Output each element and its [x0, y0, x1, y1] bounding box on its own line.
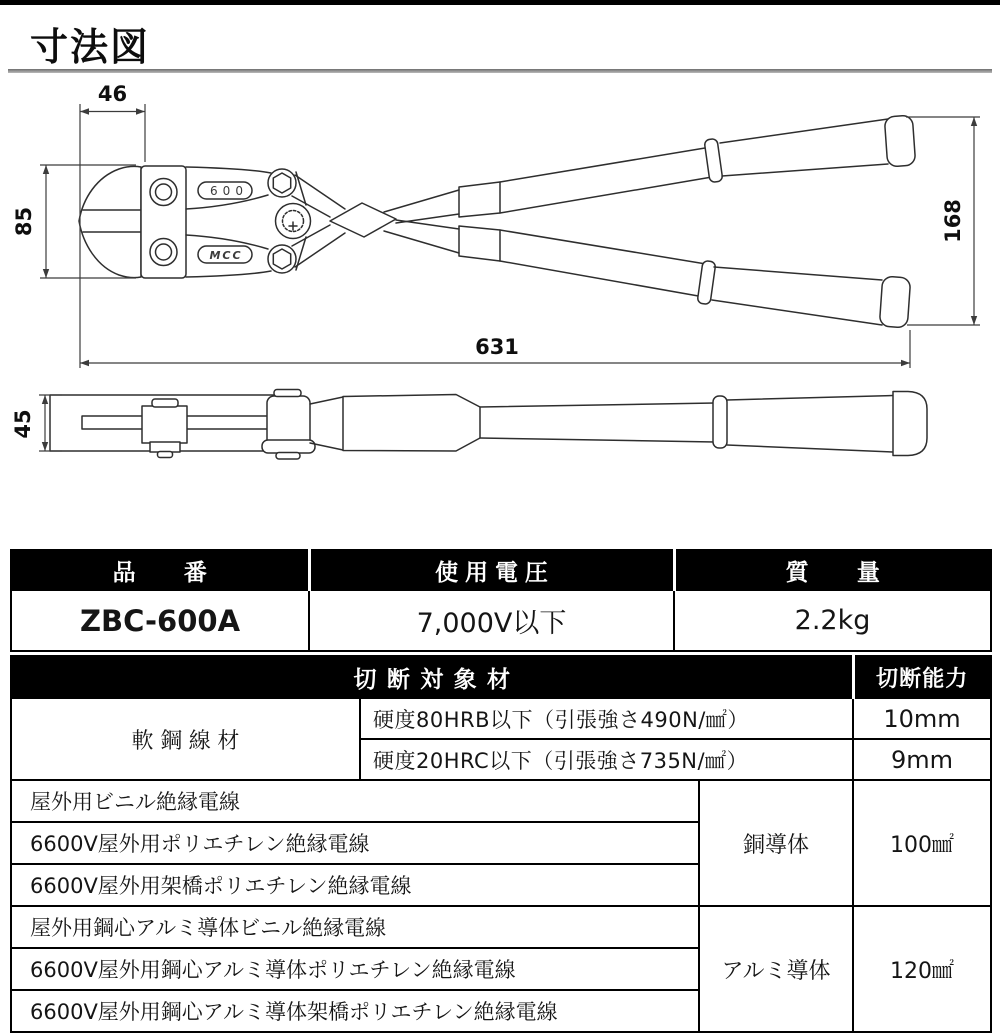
- blade-bolt-lower: [150, 239, 177, 266]
- col-header-mass: 質 量: [674, 550, 991, 590]
- upper-grip-ring: [704, 138, 723, 182]
- lower-handle: [384, 220, 911, 328]
- arrow-85-top: [43, 165, 49, 174]
- steel-condition-2: 硬度20HRC以下（引張強さ735N/㎟）: [360, 739, 853, 780]
- jaw-outline: [79, 166, 141, 277]
- arrow-168-top: [971, 117, 977, 126]
- aluminum-capacity: 120㎟: [853, 906, 991, 1032]
- steel-capacity-2: 9mm: [853, 739, 991, 780]
- voltage-value: 7,000V以下: [309, 590, 674, 651]
- lower-sleeve-top: [500, 230, 706, 264]
- side-pivot-nub: [276, 453, 300, 460]
- arrow-45-bottom: [42, 442, 48, 451]
- copper-wire-2: 6600V屋外用ポリエチレン絶縁電線: [11, 822, 699, 864]
- table-row: [11, 780, 991, 822]
- spec-table: [10, 549, 992, 652]
- lower-shaft-top: [396, 220, 459, 229]
- arrow-168-bottom: [971, 316, 977, 325]
- copper-wire-3: 6600V屋外用架橋ポリエチレン絶縁電線: [11, 864, 699, 906]
- arrow-46-left: [80, 108, 89, 114]
- upper-sleeve-bottom: [500, 177, 712, 213]
- dim-168-label: 168: [941, 199, 965, 243]
- aluminum-wire-2: 6600V屋外用鋼心アルミ導体ポリエチレン絶縁電線: [11, 948, 699, 990]
- side-pivot-cap-top: [274, 390, 301, 397]
- copper-capacity: 100㎟: [853, 780, 991, 906]
- arrow-85-bottom: [43, 269, 49, 278]
- upper-grip-cap: [884, 115, 915, 167]
- upper-arm-top: [186, 167, 271, 173]
- lower-grip-cap: [879, 276, 910, 328]
- side-bolt-nut: [150, 442, 180, 452]
- page-title: 寸法図: [30, 25, 151, 69]
- dimension-drawing: [0, 80, 1000, 490]
- steel-condition-1: 硬度80HRB以下（引張強さ490N/㎟）: [360, 698, 853, 739]
- table-row: [11, 906, 991, 948]
- dim-45-label: 45: [11, 409, 35, 439]
- col-header-voltage: 使用電圧: [309, 550, 674, 590]
- side-blade-bar: [82, 416, 298, 429]
- blade-bolt-upper: [150, 179, 177, 206]
- aluminum-wire-3: 6600V屋外用鋼心アルミ導体架橋ポリエチレン絶縁電線: [11, 990, 699, 1032]
- aluminum-wire-1: 屋外用鋼心アルミ導体ビニル絶縁電線: [11, 906, 699, 948]
- side-bolt-block: [142, 406, 187, 443]
- mass-value: 2.2kg: [674, 590, 991, 651]
- dim-631-label: 631: [475, 335, 519, 359]
- lower-grip-bottom: [712, 300, 882, 325]
- title-divider-rule: [8, 69, 992, 73]
- dim-46-label: 46: [97, 82, 128, 106]
- side-fork: [310, 397, 343, 450]
- table-row: [11, 698, 991, 739]
- cutting-capacity-table: [10, 655, 992, 1033]
- side-bolt-nub: [158, 452, 173, 458]
- col-header-target-material: 切断対象材: [11, 656, 853, 698]
- side-sleeve: [343, 395, 480, 452]
- pivot-cam: [276, 204, 311, 239]
- upper-shaft-top: [384, 190, 459, 212]
- col-header-model: 品 番: [11, 550, 309, 590]
- bolt-cutter-drawing: [0, 80, 1000, 490]
- side-shaft: [480, 403, 715, 442]
- upper-grip-top: [720, 119, 888, 143]
- lower-shaft-bottom: [384, 231, 459, 253]
- upper-handle: [384, 115, 916, 223]
- lower-grip-top: [714, 267, 882, 280]
- copper-conductor: 銅導体: [699, 780, 853, 906]
- steel-material-cell: 軟鋼線材: [11, 698, 360, 780]
- side-pivot-flange: [262, 440, 315, 453]
- arrow-631-right: [901, 360, 910, 366]
- lower-sleeve-bottom: [500, 261, 704, 297]
- side-view: [50, 390, 927, 460]
- side-grip: [727, 396, 893, 453]
- model-value: ZBC-600A: [11, 590, 309, 651]
- steel-capacity-1: 10mm: [853, 698, 991, 739]
- side-grip-cap: [893, 392, 927, 456]
- top-view: [79, 115, 916, 328]
- upper-grip-bottom: [722, 164, 888, 176]
- arrow-45-top: [42, 395, 48, 404]
- dim-85-label: 85: [12, 206, 36, 237]
- size-badge-label: 600: [210, 184, 248, 198]
- lower-arm-bottom: [186, 271, 271, 277]
- spec-section: [10, 549, 990, 1033]
- copper-wire-1: 屋外用ビニル絶縁電線: [11, 780, 699, 822]
- arrow-631-left: [80, 360, 89, 366]
- side-grip-ring: [713, 396, 727, 448]
- col-header-capacity: 切断能力: [853, 656, 991, 698]
- aluminum-conductor: アルミ導体: [699, 906, 853, 1032]
- lower-collar: [459, 226, 500, 261]
- spec-row: [11, 590, 991, 651]
- arrow-46-right: [136, 108, 145, 114]
- brand-badge-label: MCC: [209, 249, 243, 262]
- top-border-bar: [0, 0, 1000, 5]
- upper-collar: [459, 182, 500, 217]
- lower-grip-ring: [697, 260, 716, 304]
- upper-sleeve-top: [500, 147, 711, 182]
- side-bolt-cap: [152, 399, 178, 407]
